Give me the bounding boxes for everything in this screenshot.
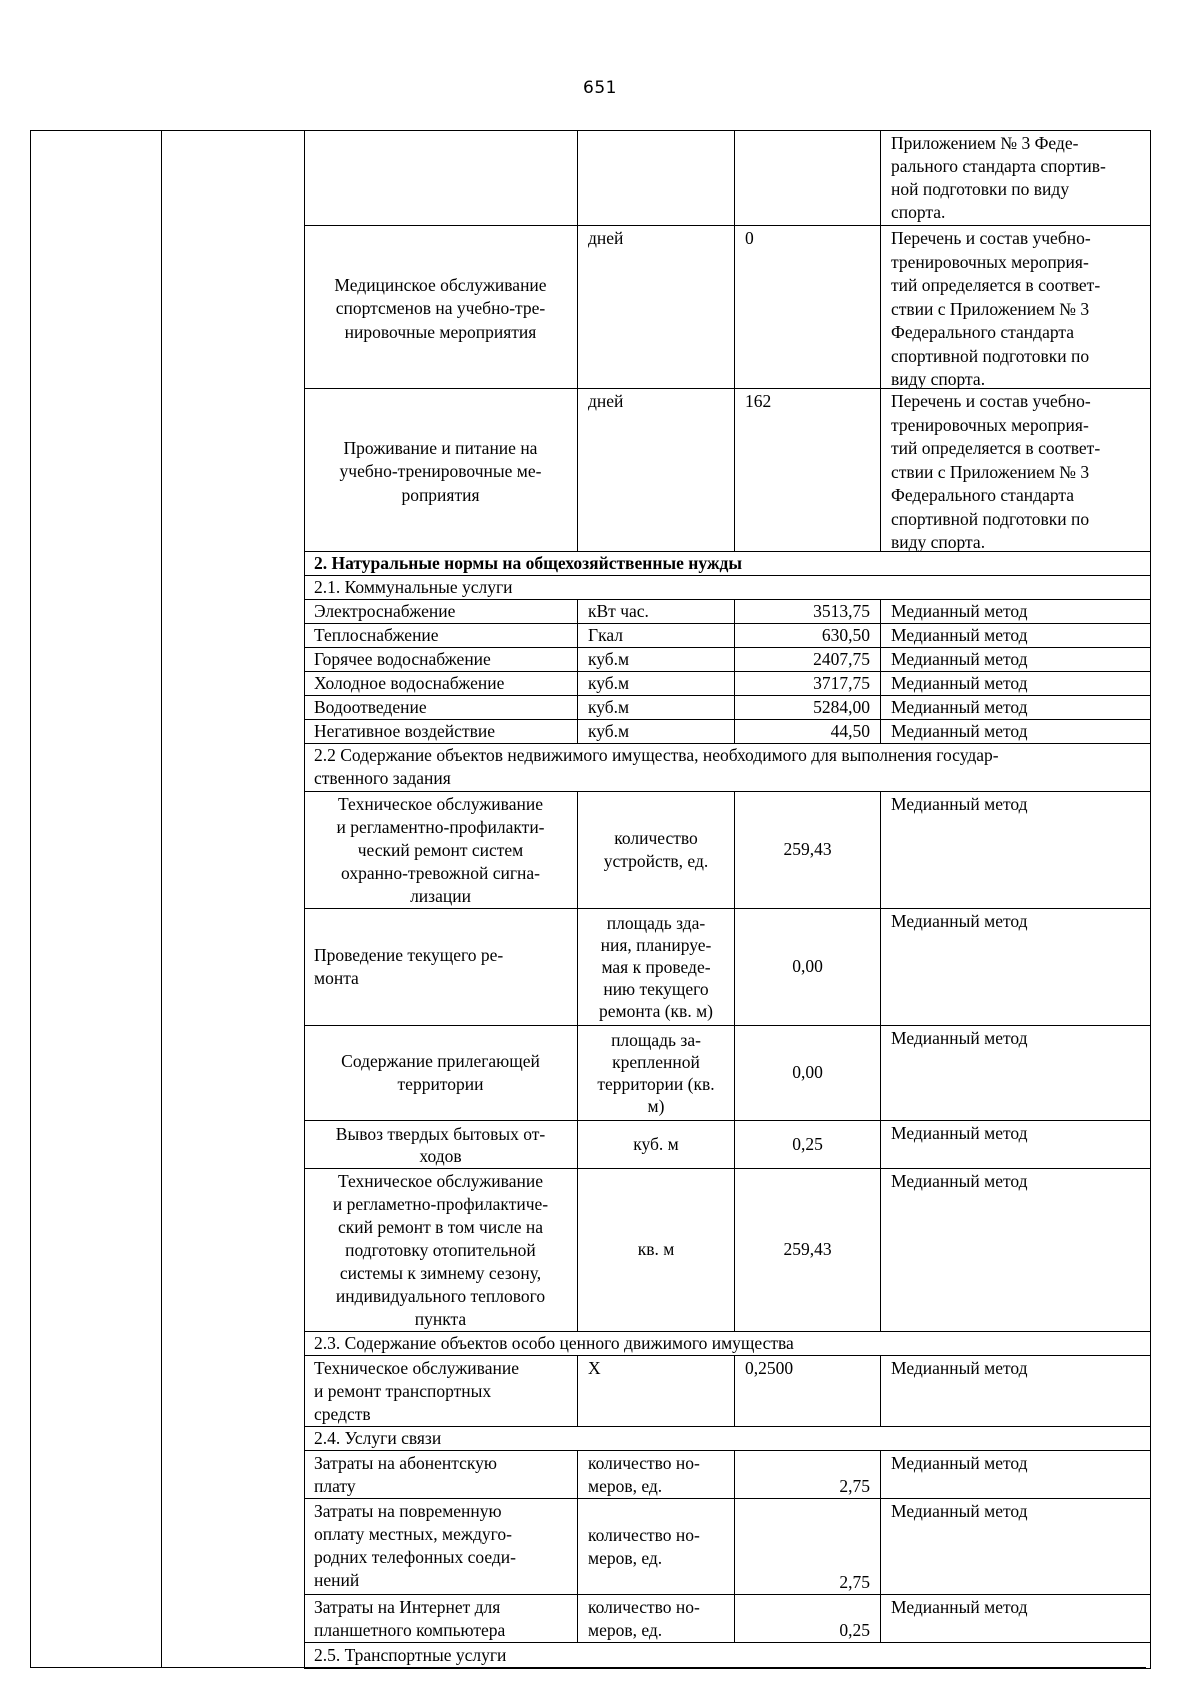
unit-line: меров, ед. bbox=[588, 1476, 663, 1496]
table-bottom-border bbox=[304, 1668, 1151, 1669]
unit-text: дней bbox=[588, 391, 624, 411]
item-name-line: территории bbox=[397, 1074, 484, 1094]
item-name-line: подготовку отопительной bbox=[345, 1239, 536, 1260]
value-text: 0,00 bbox=[792, 956, 823, 977]
item-name-cell bbox=[304, 1498, 578, 1594]
unit-line: территории (кв. bbox=[597, 1074, 715, 1094]
remark-line: Федерального стандарта bbox=[891, 322, 1074, 342]
item-name-cell bbox=[304, 1120, 578, 1168]
subsection-heading-text: 2.5. Транспортные услуги bbox=[314, 1644, 507, 1665]
unit-cell bbox=[578, 908, 735, 1025]
item-name-line: и ремонт транспортных bbox=[314, 1381, 492, 1401]
unit-line: ния, планируе- bbox=[600, 935, 712, 955]
subsection-heading bbox=[304, 743, 1151, 791]
unit-cell bbox=[578, 1450, 735, 1498]
method-cell bbox=[881, 908, 1151, 1025]
table-cell bbox=[304, 130, 578, 225]
method-cell bbox=[881, 1498, 1151, 1594]
subsection-heading bbox=[304, 1642, 1151, 1668]
subsection-heading-text: ственного задания bbox=[314, 768, 451, 788]
utility-name: Водоотведение bbox=[304, 695, 578, 719]
column-divider bbox=[161, 130, 162, 1668]
value-text: 259,43 bbox=[783, 1239, 832, 1260]
item-name-line: учебно-тренировочные ме- bbox=[339, 461, 542, 482]
method-cell bbox=[881, 1120, 1151, 1168]
remark-line: спорта. bbox=[891, 202, 946, 222]
remark-line: спортивной подготовки по bbox=[891, 508, 1090, 529]
utility-unit: куб.м bbox=[578, 719, 735, 743]
unit-line: количество bbox=[614, 827, 698, 848]
method-text: Медианный метод bbox=[891, 1028, 1028, 1048]
method-cell bbox=[881, 1168, 1151, 1331]
unit-cell bbox=[578, 791, 735, 908]
item-name-line: Техническое обслуживание bbox=[314, 1358, 519, 1378]
item-name-line: системы к зимнему сезону, bbox=[339, 1262, 542, 1283]
item-name-line: ходов bbox=[419, 1145, 462, 1166]
item-name-line: Вывоз твердых бытовых от- bbox=[335, 1123, 546, 1144]
unit-cell bbox=[578, 1355, 735, 1426]
method-text: Медианный метод bbox=[891, 1358, 1028, 1378]
remark-line: рального стандарта спортив- bbox=[891, 156, 1106, 176]
unit-cell bbox=[578, 1168, 735, 1331]
item-name-line: нировочные мероприятия bbox=[344, 321, 537, 342]
remark-line: Перечень и состав учебно- bbox=[891, 391, 1091, 411]
value-text: 0,25 bbox=[839, 1619, 870, 1640]
utility-value: 2407,75 bbox=[735, 647, 881, 671]
value-text: 0,2500 bbox=[745, 1358, 794, 1378]
remark-cell bbox=[881, 388, 1151, 551]
subsection-heading-text: 2.4. Услуги связи bbox=[314, 1427, 442, 1448]
item-name-line: монта bbox=[314, 968, 359, 988]
unit-cell bbox=[578, 388, 735, 551]
utility-name: Негативное воздействие bbox=[304, 719, 578, 743]
item-name-line: родних телефонных соеди- bbox=[314, 1547, 516, 1567]
unit-line: устройств, ед. bbox=[603, 851, 709, 871]
subsection-heading-text: 2.3. Содержание объектов особо ценного движимого имущества bbox=[314, 1332, 794, 1353]
utility-unit: кВт час. bbox=[578, 599, 735, 623]
utility-method: Медианный метод bbox=[881, 599, 1151, 623]
value-text: 0,00 bbox=[792, 1062, 823, 1083]
item-name-cell bbox=[304, 1025, 578, 1120]
remark-line: ствии с Приложением № 3 bbox=[891, 461, 1090, 482]
item-name-line: Содержание прилегающей bbox=[341, 1050, 540, 1071]
method-cell bbox=[881, 1355, 1151, 1426]
item-name-line: оплату местных, междуго- bbox=[314, 1524, 512, 1544]
method-text: Медианный метод bbox=[891, 794, 1028, 814]
unit-line: количество но- bbox=[588, 1524, 700, 1545]
item-name-line: пункта bbox=[414, 1308, 467, 1329]
section-heading bbox=[304, 551, 1151, 575]
utility-unit: Гкал bbox=[578, 623, 735, 647]
unit-cell bbox=[578, 1025, 735, 1120]
table-cell bbox=[578, 130, 735, 225]
item-name-cell bbox=[304, 388, 578, 551]
utility-unit: куб.м bbox=[578, 671, 735, 695]
item-name-line: средств bbox=[314, 1404, 371, 1424]
unit-line: количество но- bbox=[588, 1453, 700, 1473]
value-text: 259,43 bbox=[783, 839, 832, 860]
subsection-heading-text: 2.2 Содержание объектов недвижимого имущества, необходимого для выполнения государ- bbox=[314, 745, 999, 765]
page-number: 651 bbox=[583, 78, 617, 98]
unit-line: кв. м bbox=[637, 1239, 675, 1260]
subsection-heading bbox=[304, 1331, 1151, 1355]
method-text: Медианный метод bbox=[891, 1453, 1028, 1473]
utility-value: 5284,00 bbox=[735, 695, 881, 719]
item-name-line: нений bbox=[314, 1570, 360, 1590]
utility-unit: куб.м bbox=[578, 647, 735, 671]
value-text: 2,75 bbox=[839, 1475, 870, 1496]
remark-line: ной подготовки по виду bbox=[891, 179, 1070, 199]
unit-line: меров, ед. bbox=[588, 1547, 663, 1568]
method-text: Медианный метод bbox=[891, 911, 1028, 931]
remark-cell bbox=[881, 130, 1151, 225]
item-name-line: роприятия bbox=[401, 484, 480, 505]
method-cell bbox=[881, 1025, 1151, 1120]
method-text: Медианный метод bbox=[891, 1501, 1028, 1521]
item-name-line: Затраты на абонентскую bbox=[314, 1453, 497, 1473]
remark-line: виду спорта. bbox=[891, 532, 986, 552]
item-name-cell bbox=[304, 1594, 578, 1642]
item-name-line: плату bbox=[314, 1476, 356, 1496]
table-cell bbox=[735, 130, 881, 225]
unit-line: меров, ед. bbox=[588, 1620, 663, 1640]
utility-value: 44,50 bbox=[735, 719, 881, 743]
item-name-cell bbox=[304, 225, 578, 388]
unit-line: ремонта (кв. м) bbox=[599, 1001, 713, 1021]
item-name-line: лизации bbox=[410, 885, 471, 906]
item-name-line: Проживание и питание на bbox=[343, 437, 538, 458]
subsection-heading bbox=[304, 575, 1151, 599]
method-text: Медианный метод bbox=[891, 1171, 1028, 1191]
item-name-line: Затраты на повременную bbox=[314, 1501, 502, 1521]
section-heading-text: 2. Натуральные нормы на общехозяйственные нужды bbox=[314, 552, 743, 573]
item-name-line: ческий ремонт систем bbox=[357, 839, 524, 860]
utility-method: Медианный метод bbox=[881, 671, 1151, 695]
remark-line: Федерального стандарта bbox=[891, 485, 1074, 505]
unit-line: мая к проведе- bbox=[601, 957, 711, 977]
utility-value: 3717,75 bbox=[735, 671, 881, 695]
item-name-line: и регламетно-профилактиче- bbox=[332, 1193, 549, 1214]
item-name-cell bbox=[304, 1355, 578, 1426]
item-name-line: Проведение текущего ре- bbox=[314, 944, 504, 965]
remark-line: тренировочных мероприя- bbox=[891, 251, 1089, 272]
unit-line: площадь зда- bbox=[606, 913, 706, 933]
unit-text: дней bbox=[588, 228, 624, 248]
item-name-line: Техническое обслуживание bbox=[338, 1170, 543, 1191]
subsection-heading-text: 2.1. Коммунальные услуги bbox=[314, 576, 513, 597]
item-name-line: планшетного компьютера bbox=[314, 1620, 506, 1640]
item-name-line: ский ремонт в том числе на bbox=[338, 1216, 543, 1237]
remark-line: виду спорта. bbox=[891, 369, 986, 389]
item-name-cell bbox=[304, 908, 578, 1025]
unit-line: количество но- bbox=[588, 1597, 700, 1617]
item-name-cell bbox=[304, 1168, 578, 1331]
utility-method: Медианный метод bbox=[881, 719, 1151, 743]
unit-cell bbox=[578, 1594, 735, 1642]
method-text: Медианный метод bbox=[891, 1123, 1028, 1143]
utility-name: Теплоснабжение bbox=[304, 623, 578, 647]
utility-name: Электроснабжение bbox=[304, 599, 578, 623]
unit-text: Х bbox=[588, 1358, 601, 1378]
unit-cell bbox=[578, 1498, 735, 1594]
value-text: 0,25 bbox=[792, 1133, 823, 1154]
value-cell bbox=[735, 1168, 881, 1331]
item-name-line: и регламентно-профилакти- bbox=[336, 816, 545, 837]
utility-name: Холодное водоснабжение bbox=[304, 671, 578, 695]
utility-value: 630,50 bbox=[735, 623, 881, 647]
value-cell bbox=[735, 225, 881, 388]
item-name-line: спортсменов на учебно-тре- bbox=[335, 298, 546, 319]
remark-line: тренировочных мероприя- bbox=[891, 414, 1089, 435]
item-name-line: охранно-тревожной сигна- bbox=[341, 862, 540, 883]
utility-name: Горячее водоснабжение bbox=[304, 647, 578, 671]
method-cell bbox=[881, 791, 1151, 908]
method-cell bbox=[881, 1450, 1151, 1498]
utility-method: Медианный метод bbox=[881, 623, 1151, 647]
value-text: 162 bbox=[745, 391, 772, 411]
remark-line: тий определяется в соответ- bbox=[891, 275, 1101, 295]
remark-line: ствии с Приложением № 3 bbox=[891, 298, 1090, 319]
unit-line: куб. м bbox=[633, 1133, 679, 1154]
item-name-line: Медицинское обслуживание bbox=[334, 274, 547, 295]
unit-line: нию текущего bbox=[603, 979, 709, 999]
remark-line: тий определяется в соответ- bbox=[891, 438, 1101, 458]
unit-cell bbox=[578, 1120, 735, 1168]
unit-line: крепленной bbox=[612, 1052, 700, 1072]
remark-line: Перечень и состав учебно- bbox=[891, 228, 1091, 248]
method-cell bbox=[881, 1594, 1151, 1642]
item-name-line: Техническое обслуживание bbox=[338, 793, 543, 814]
utility-method: Медианный метод bbox=[881, 695, 1151, 719]
remark-line: Приложением № 3 Феде- bbox=[891, 133, 1079, 153]
value-text: 2,75 bbox=[839, 1571, 870, 1592]
value-cell bbox=[735, 908, 881, 1025]
unit-line: м) bbox=[647, 1096, 665, 1116]
utility-method: Медианный метод bbox=[881, 647, 1151, 671]
remark-line: спортивной подготовки по bbox=[891, 345, 1090, 366]
utility-value: 3513,75 bbox=[735, 599, 881, 623]
unit-cell bbox=[578, 225, 735, 388]
item-name-line: Затраты на Интернет для bbox=[314, 1597, 501, 1617]
value-cell bbox=[735, 1025, 881, 1120]
value-text: 0 bbox=[745, 228, 754, 248]
value-cell bbox=[735, 791, 881, 908]
item-name-cell bbox=[304, 1450, 578, 1498]
item-name-cell bbox=[304, 791, 578, 908]
unit-line: площадь за- bbox=[611, 1030, 701, 1050]
value-cell bbox=[735, 1450, 881, 1498]
value-cell bbox=[735, 1498, 881, 1594]
value-cell bbox=[735, 1355, 881, 1426]
method-text: Медианный метод bbox=[891, 1597, 1028, 1617]
value-cell bbox=[735, 388, 881, 551]
subsection-heading bbox=[304, 1426, 1151, 1450]
value-cell bbox=[735, 1594, 881, 1642]
value-cell bbox=[735, 1120, 881, 1168]
item-name-line: индивидуального теплового bbox=[335, 1285, 546, 1306]
remark-cell bbox=[881, 225, 1151, 388]
utility-unit: куб.м bbox=[578, 695, 735, 719]
